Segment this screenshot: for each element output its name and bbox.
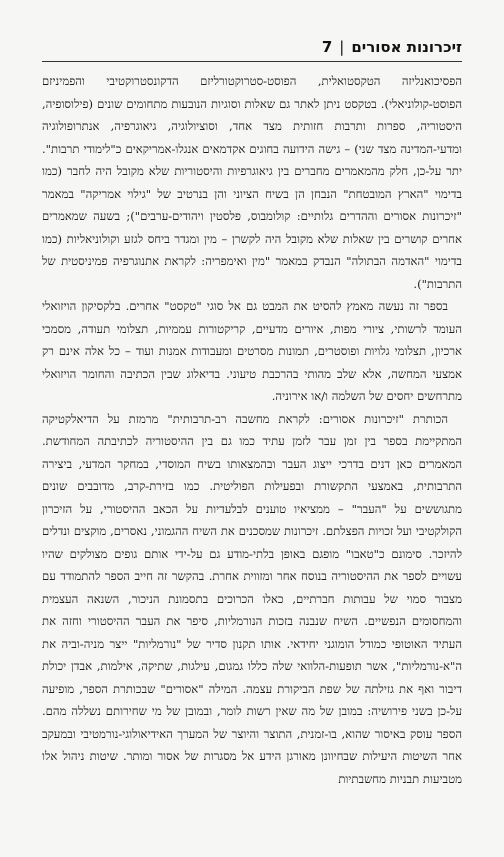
paragraph: הכותרת "זיכרונות אסורים: לקראת מחשבה רב-תרבותית" מרמזת על הדיאלקטיקה המתקיימת בספר בין זמן עבר לזמן עתיד כמו גם בין ההיסטוריה לכתיבתה המחודשת. המאמרים כאן דנים בדרכי ייצוג העבר ובהמצאותו בשיח המוסדי, במחקר המדעי, ביצירה התרבותית, באמצעי התקשורת ובפעילות הפוליטית. כמו בזירת-קרב, מדובבים שונים מתגוששים על "העבר" – ממציאיו טוענים לבלעדיות על הכאב ההיסטורי, על הזיכרון הקולקטיבי ועל זכויות הפצלתם. זיכרונות שמסכנים את השיח ההגמוני, נאסרים, מוקצים ונדלים להיזכר. סימונם כ"טאבו" מופגם באופן בלתי-מודע גם על-ידי אותם גופים מצולקים שהיו עשויים לספר את ההיסטוריה בנוסח אחר ומזווית אחרת. בהקשר זה חייב הספר להתמודד עם מצבור סמוי של עבותות חברתיים, כאלו הכרוכים בתסמונת הניכור, השנאה העצמית והמחסומים הנפשיים. השיח שנבנה בזכות הנורמליות, סיפר את העבר ההיסטורי וחזה את העתיד האוטופי כמודל הומוגני יחידאי. אותו תקנון סדיר של "נורמליות" ייצר מניה-וביה את ה"א-נורמליות", אשר תופעות-הלוואי שלה כללו גמגום, עילגות, שתיקה, אילמות, אבדן יכולת דיבור ואף את גזילתה של שפת הביקורת עצמה. המילה "אסורים" שבכותרת הספר, מופיעה על-כן בשני פירושיה: במובן של מה שאין רשות לומר, ובמובן של מי שחירותם נשללה מהם. הספר עוסק באיסור שהוא, בו-זמנית, התוצר והיוצר של המערך האידיאולוגי-נורמטיבי ובמעקב אחר השיטות היעילות שבחיוונן מאורגן הידע אל מסגרות של אסור ומותר. שיטות ניהול אלו מטביעות תבניות מחשבתיות (42, 411, 462, 786)
page-number: 7 (321, 38, 333, 56)
book-title: זיכרונות אסורים (351, 38, 462, 56)
header-separator: | (339, 38, 345, 56)
header-rule (42, 61, 462, 62)
paragraph: בספר זה נעשה מאמץ להסיט את המבט גם אל סוגי "טקסט" אחרים. בלקסיקון הויזואלי העומד לרשותי, ציורי מפות, איורים מדעיים, קריקטורות עממיות, תצלומי תעודה, מסמכי ארכיון, תצלומי גלויות ופוסטרים, תמונות מסרטים ומעבודות אמנות ועוד – כל אלה אינם רק אמצעי המחשה, אלא שלב מהותי בהרכבת טיעוני. בדיאלוג שבין הכתיבה והחומר הויזואלי מתרחשים יחסים של השלמה ו/או אירוניה. (42, 299, 462, 403)
running-header (42, 34, 462, 60)
body-text (42, 70, 462, 790)
paragraph: הפסיכואנליזה הטקסטואלית, הפוסט-סטרוקטורליזם הדקונסטרוקטיבי והפמיניזם הפוסט-קולוניאלי). בטקסט ניתן לאתר גם שאלות וסוגיות הנובעות מתחומים שונים (פילוסופיה, היסטוריה, ספרות ותרבות חזותית מצד אחד, וסוציולוגיה, גיאוגרפיה, אנתרופולוגיה ומדעי-המדינה מצד שני) – גישה הידועה בחוגים אקדמאים אנגלו-אמריקאים כ"לימודי תרבות". יתר על-כן, חלק מהמאמרים מחברים בין גיאוגרפיות והיסטוריות שלא מקובל היה לחבר (כמו בדימוי "הארץ המובטחת" הנבחן הן בשיח הציוני והן בנרטיב של "גילוי אמריקה" במאמר "זיכרונות אסורים וההדרים גלותיים: קולומבוס, פלסטין ויהודים-ערבים"); בשעה שמאמרים אחרים קושרים בין שאלות שלא מקובל היה לקשרן – מין ומגדר ביחס לגזע וקולוניאליות (כמו בדימוי "האדמה הבתולה" הנבדק במאמר "מין ואימפריה: לקראת אתנוגרפיה פמיניסטית של התרבות"). (42, 74, 462, 291)
